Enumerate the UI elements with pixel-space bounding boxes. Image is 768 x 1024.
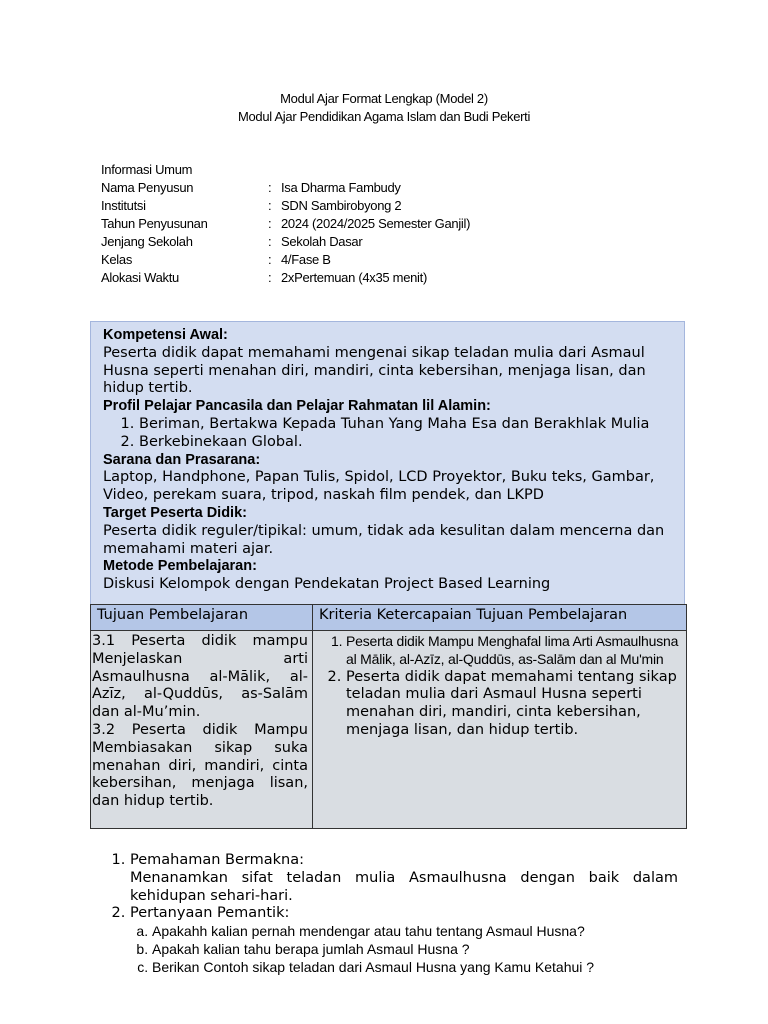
info-colon: : (268, 198, 272, 213)
profil-item: 2. Berkebinekaan Global. (139, 434, 672, 452)
tujuan-item: 3.1 Peserta didik mampu Menjelaskan arti Asmaulhusna al-Mālik, al-Azīz, al-Quddūs, as-Salām dan al-Mu’min. (92, 633, 308, 721)
table-header-row (91, 605, 687, 631)
target-text: Peserta didik reguler/tipikal: umum, tidak ada kesulitan dalam mencerna dan memahami materi ajar. (103, 522, 665, 557)
metode-heading: Metode Pembelajaran: (103, 558, 257, 575)
sarana-heading: Sarana dan Prasarana: (103, 451, 261, 468)
target-heading: Target Peserta Didik: (103, 504, 247, 521)
learning-objectives-table (90, 604, 687, 829)
document-title (0, 90, 768, 126)
metode-text: Diskusi Kelompok dengan Pendekatan Project Based Learning (103, 576, 551, 593)
info-row (101, 269, 470, 287)
sarana-text: Laptop, Handphone, Papan Tulis, Spidol, LCD Proyektor, Buku teks, Gambar, Video, perekam suara, tripod, naskah film pendek, dan LKPD (103, 469, 655, 504)
kompetensi-text: Peserta didik dapat memahami mengenai sikap teladan mulia dari Asmaul Husna seperti menahan diri, mandiri, cinta kebersihan, menjaga lisan, dan hidup tertib. (103, 344, 646, 397)
info-row (101, 215, 470, 233)
info-label: Institutsi (101, 198, 146, 213)
info-colon: : (268, 270, 272, 285)
info-row (101, 197, 470, 215)
info-label: Alokasi Waktu (101, 270, 179, 285)
pemantik-heading: 2. Pertanyaan Pemantik: (130, 905, 290, 922)
kriteria-list (313, 633, 682, 740)
info-colon: : (268, 252, 272, 267)
list-item (130, 852, 678, 905)
info-label: Jenjang Sekolah (101, 234, 193, 249)
info-label: Tahun Penyusunan (101, 216, 208, 231)
info-value: Sekolah Dasar (281, 234, 363, 249)
pemahaman-text: Menanamkan sifat teladan mulia Asmaulhusna dengan baik dalam kehidupan sehari-hari. (130, 869, 678, 904)
info-value: Isa Dharma Fambudy (281, 180, 401, 195)
table-header-tujuan: Tujuan Pembelajaran (91, 605, 313, 631)
table-row (91, 631, 687, 829)
kriteria-item: 2. Peserta didik dapat memahami tentang sikap teladan mulia dari Asmaul Husna seperti menahan diri, mandiri, cinta kebersihan, menjaga lisan, dan hidup tertib. (346, 669, 682, 740)
info-value: SDN Sambirobyong 2 (281, 198, 402, 213)
competency-box (90, 321, 685, 605)
bottom-list (106, 852, 678, 977)
bottom-section (106, 852, 678, 977)
profil-item: 1. Beriman, Bertakwa Kepada Tuhan Yang Maha Esa dan Berakhlak Mulia (139, 416, 672, 434)
info-colon: : (268, 180, 272, 195)
question-item: b. Apakah kalian tahu berapa jumlah Asmaul Husna ? (152, 941, 678, 959)
title-line-2: Modul Ajar Pendidikan Agama Islam dan Budi Pekerti (237, 109, 531, 124)
info-value: 4/Fase B (281, 252, 331, 267)
tujuan-cell (91, 631, 313, 829)
info-row (101, 179, 470, 197)
info-label: Kelas (101, 252, 133, 267)
profil-heading: Profil Pelajar Pancasila dan Pelajar Rahmatan lil Alamin: (103, 398, 491, 415)
question-list (130, 923, 678, 976)
title-line-1: Modul Ajar Format Lengkap (Model 2) (280, 91, 488, 106)
info-row (101, 251, 470, 269)
info-colon: : (268, 234, 272, 249)
info-value: 2024 (2024/2025 Semester Ganjil) (281, 216, 471, 231)
question-item: a. Apakahh kalian pernah mendengar atau tahu tentang Asmaul Husna? (152, 923, 678, 941)
list-item (130, 905, 678, 976)
info-row (101, 233, 470, 251)
info-colon: : (268, 216, 272, 231)
info-value: 2xPertemuan (4x35 menit) (281, 270, 427, 285)
question-item: c. Berikan Contoh sikap teladan dari Asmaul Husna yang Kamu Ketahui ? (152, 959, 678, 977)
info-heading: Informasi Umum (101, 162, 193, 177)
kriteria-item: 1. Peserta didik Mampu Menghafal lima Arti Asmaulhusna al Mālik, al-Azīz, al-Quddūs, as-Salām dan al Mu'min (346, 633, 682, 669)
kompetensi-heading: Kompetensi Awal: (103, 327, 228, 343)
table-header-kriteria: Kriteria Ketercapaian Tujuan Pembelajaran (313, 605, 687, 631)
kriteria-cell (313, 631, 687, 829)
profil-list (103, 416, 672, 452)
pemahaman-heading: 1. Pemahaman Bermakna: (130, 852, 304, 868)
tujuan-item: 3.2 Peserta didik Mampu Membiasakan sikap suka menahan diri, mandiri, cinta kebersihan, menjaga lisan, dan hidup tertib. (92, 721, 308, 810)
info-label: Nama Penyusun (101, 180, 194, 195)
general-info (101, 161, 470, 287)
